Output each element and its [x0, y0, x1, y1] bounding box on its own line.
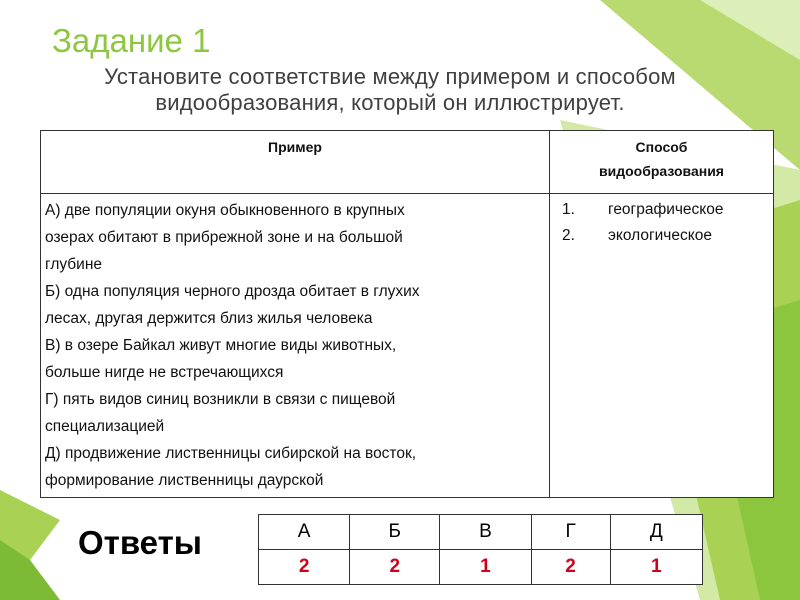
answer-letter: Б [350, 515, 440, 550]
answer-letter: Г [531, 515, 610, 550]
header-way-line1: Способ [635, 139, 688, 155]
example-line: А) две популяции окуня обыкновенного в крупных [45, 202, 405, 219]
way-item [556, 197, 767, 223]
answer-value: 2 [259, 550, 350, 585]
answers-table [258, 514, 703, 585]
way-item [556, 223, 767, 249]
example-d [45, 440, 545, 494]
example-line: формирование лиственницы даурской [45, 472, 324, 489]
example-g [45, 386, 545, 440]
answers-label: Ответы [78, 524, 202, 561]
header-way [550, 131, 774, 194]
answer-value: 2 [350, 550, 440, 585]
answer-letter: Д [610, 515, 702, 550]
example-line: Д) продвижение лиственницы сибирской на восток, [45, 445, 417, 462]
slide-title: Задание 1 [52, 22, 211, 59]
answers-values-row [259, 550, 703, 585]
way-label: географическое [608, 201, 724, 218]
ways-cell [550, 194, 774, 498]
answer-value: 1 [610, 550, 702, 585]
header-example: Пример [41, 131, 550, 194]
way-number: 1. [562, 201, 575, 218]
example-line: Г) пять видов синиц возникли в связи с пищевой [45, 391, 396, 408]
task-table-body-row [41, 194, 774, 498]
example-line: Б) одна популяция черного дрозда обитает в глухих [45, 283, 420, 300]
examples-cell [41, 194, 550, 498]
answer-value: 2 [531, 550, 610, 585]
answer-value: 1 [440, 550, 531, 585]
header-way-line2: видообразования [599, 163, 724, 179]
example-line: озерах обитают в прибрежной зоне и на большой [45, 229, 403, 246]
answers-letters-row [259, 515, 703, 550]
task-table [40, 130, 774, 498]
example-line: больше нигде не встречающихся [45, 364, 284, 381]
example-line: специализацией [45, 418, 165, 435]
example-v [45, 332, 545, 386]
task-table-header-row [41, 131, 774, 194]
answer-letter: А [259, 515, 350, 550]
example-line: В) в озере Байкал живут многие виды животных, [45, 337, 397, 354]
answer-letter: В [440, 515, 531, 550]
example-a [45, 197, 545, 278]
way-number: 2. [562, 227, 575, 244]
task-instruction: Установите соответствие между примером и способом видообразования, который он иллюстрирует. [104, 64, 676, 115]
example-b [45, 278, 545, 332]
example-line: глубине [45, 256, 102, 273]
way-label: экологическое [608, 227, 712, 244]
example-line: лесах, другая держится близ жилья человека [45, 310, 373, 327]
